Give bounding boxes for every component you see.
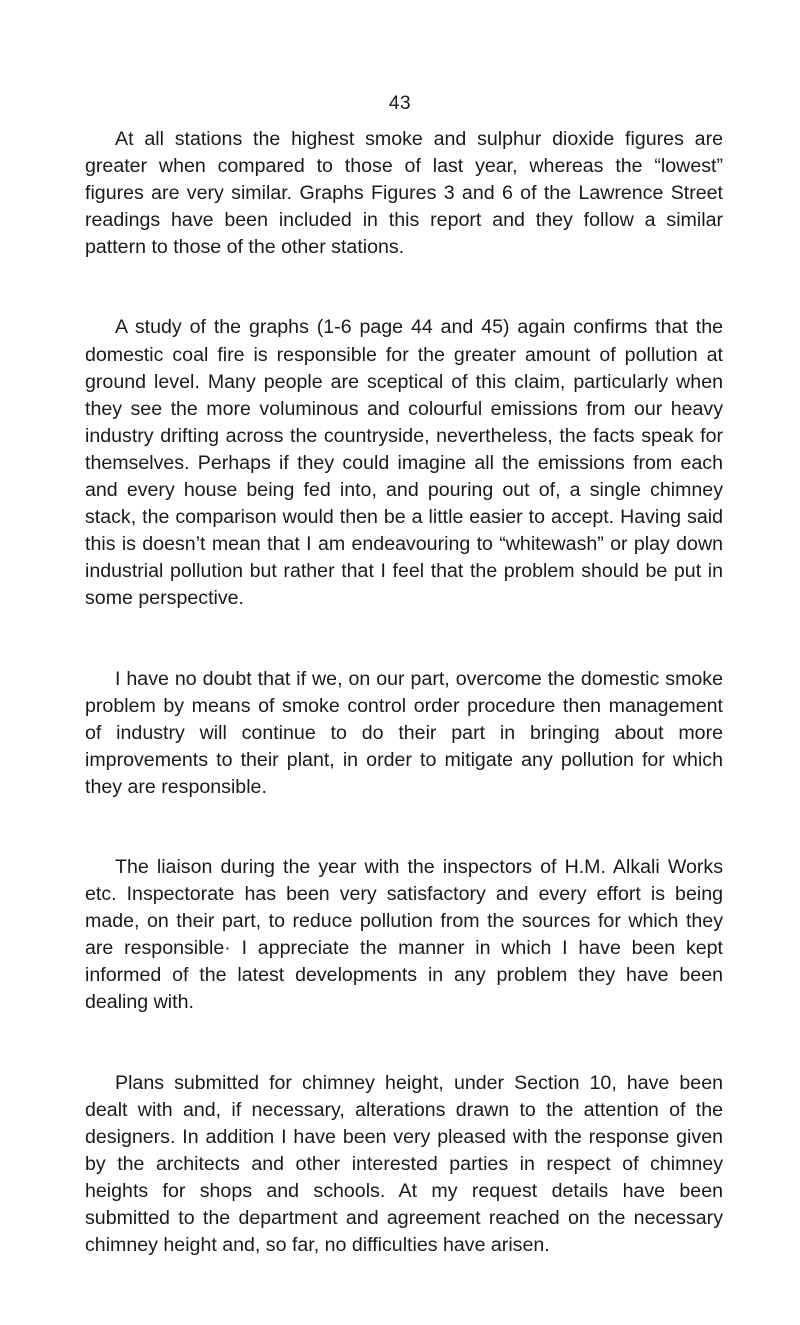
- paragraph-chimney-height: Plans submitted for chimney height, under Section 10, have been dealt with and, if necessary, alterations drawn to the attention of the designers. In addition I have been very pleased with the response given by the architects and other interested parties in respect of chimney heights for shops and schools. At my request details have been submitted to the department and agreement reached on the necessary chimney height and, so far, no difficulties have arisen.: [85, 1071, 723, 1257]
- paragraph-smoke-control: I have no doubt that if we, on our part, overcome the domestic smoke problem by means of smoke control order procedure then management of industry will continue to do their part in bringing about more improvements to their plant, in order to mitigate any pollution for which they are responsible.: [85, 667, 723, 798]
- paragraph-station-figures: At all stations the highest smoke and sulphur dioxide figures are greater when compared to those of last year, whereas the “lowest” figures are very similar. Graphs Figures 3 and 6 of the Lawrence Street readings have been included in this report and they follow a similar pattern to those of the other stations.: [85, 128, 723, 259]
- paragraph-inspectorate-liaison: The liaison during the year with the inspectors of H.M. Alkali Works etc. Inspectorate has been very satisfactory and every effort is being made, on their part, to reduce pollution from the sources for which they are responsible· I appreciate the manner in which I have been kept informed of the latest developments in any problem they have been dealing with.: [85, 855, 723, 1014]
- page-number: 43: [388, 93, 412, 114]
- paragraph-domestic-coal: A study of the graphs (1-6 page 44 and 45) again confirms that the domestic coal fire is responsible for the greater amount of pollution at ground level. Many people are sceptical of this claim, particularly when they see the more voluminous and colourful emissions from our heavy industry drifting across the countryside, nevertheless, the facts speak for themselves. Perhaps if they could imagine all the emissions from each and every house being fed into, and pouring out of, a single chimney stack, the comparison would then be a little easier to accept. Having said this is doesn’t mean that I am endeavouring to “whitewash” or play down industrial pollution but rather that I feel that the problem should be put in some perspective.: [85, 316, 723, 610]
- document-body: [85, 126, 723, 1259]
